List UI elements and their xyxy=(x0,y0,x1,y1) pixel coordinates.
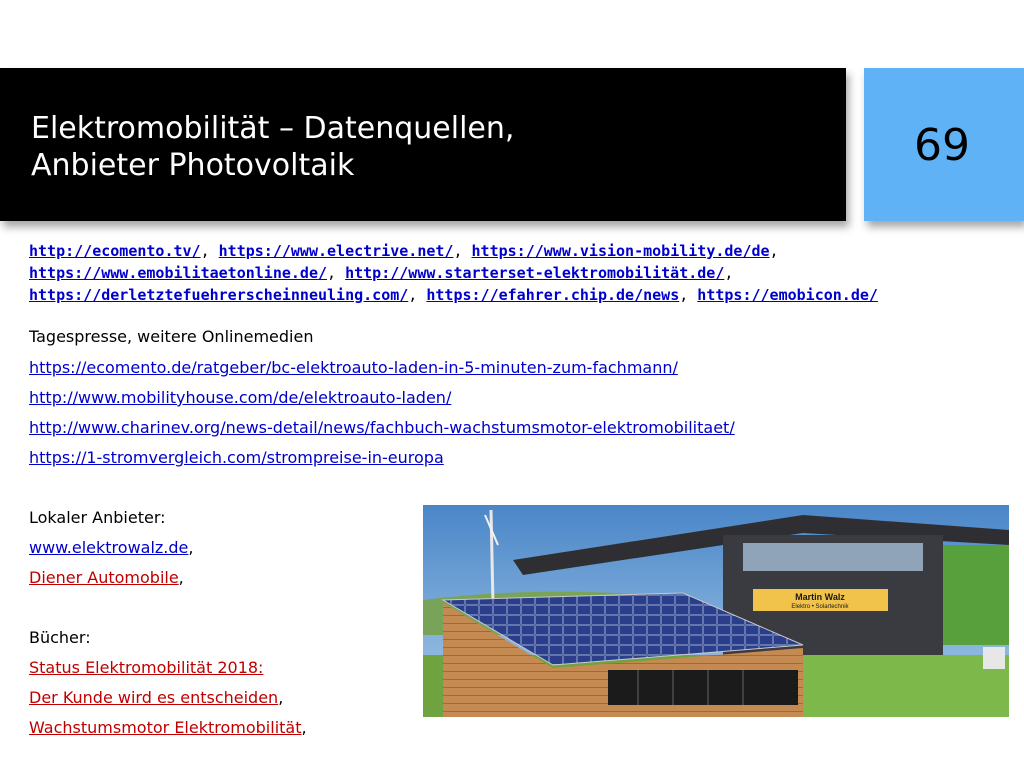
comma: , xyxy=(178,568,184,587)
section-presse-heading: Tagespresse, weitere Onlinemedien xyxy=(29,327,314,346)
comma: , xyxy=(679,286,689,304)
slide-title-line1: Elektromobilität – Datenquellen, xyxy=(31,111,515,146)
link-emobilitaetonline[interactable]: https://www.emobilitaetonline.de/ xyxy=(29,264,328,282)
link-derletztefuehrerscheinneuling[interactable]: https://derletztefuehrerscheinneuling.com/ xyxy=(29,286,409,304)
section-lokal-heading: Lokaler Anbieter: xyxy=(29,508,166,527)
link-stromvergleich[interactable]: https://1-stromvergleich.com/strompreise-in-europa xyxy=(29,448,444,467)
link-efahrer[interactable]: https://efahrer.chip.de/news xyxy=(426,286,680,304)
comma: , xyxy=(408,286,418,304)
comma: , xyxy=(200,242,210,260)
link-ecomento-ratgeber[interactable]: https://ecomento.de/ratgeber/bc-elektroauto-laden-in-5-minuten-zum-fachmann/ xyxy=(29,358,678,377)
solar-building-photo xyxy=(423,505,1009,717)
presse-link-1 xyxy=(29,358,678,377)
top-links-line3 xyxy=(29,284,989,306)
top-links-line1 xyxy=(29,240,989,262)
link-vision-mobility[interactable]: https://www.vision-mobility.de/de xyxy=(471,242,770,260)
lokal-item-1 xyxy=(29,538,193,557)
buch-item-2 xyxy=(29,688,283,707)
link-kunde-entscheiden[interactable]: Der Kunde wird es entscheiden xyxy=(29,688,279,707)
top-links-block xyxy=(29,240,989,306)
section-buecher-heading: Bücher: xyxy=(29,628,91,647)
buch-item-1 xyxy=(29,658,263,677)
link-mobilityhouse[interactable]: http://www.mobilityhouse.com/de/elektroauto-laden/ xyxy=(29,388,452,407)
comma: , xyxy=(188,538,194,557)
comma: , xyxy=(724,264,734,282)
buch-item-3 xyxy=(29,718,307,737)
slide-number-box xyxy=(864,68,1024,221)
slide-title-line2: Anbieter Photovoltaik xyxy=(31,148,355,183)
presse-link-3 xyxy=(29,418,735,437)
solar-building-illustration xyxy=(423,505,1009,717)
lokal-item-2 xyxy=(29,568,184,587)
link-charinev[interactable]: http://www.charinev.org/news-detail/news/fachbuch-wachstumsmotor-elektromobilitaet/ xyxy=(29,418,735,437)
top-links-paragraph xyxy=(29,240,989,306)
comma: , xyxy=(301,718,307,737)
link-emobicon[interactable]: https://emobicon.de/ xyxy=(697,286,878,304)
link-diener-automobile[interactable]: Diener Automobile xyxy=(29,568,179,587)
link-ecomento-tv[interactable]: http://ecomento.tv/ xyxy=(29,242,201,260)
comma: , xyxy=(278,688,284,707)
comma: , xyxy=(769,242,779,260)
comma: , xyxy=(453,242,463,260)
link-starterset[interactable]: http://www.starterset-elektromobilität.de/ xyxy=(345,264,725,282)
link-status-elektromobilitaet[interactable]: Status Elektromobilität 2018: xyxy=(29,658,264,677)
slide-title xyxy=(31,110,514,184)
shop-sign-text: Martin Walz xyxy=(795,592,845,602)
comma: , xyxy=(327,264,337,282)
link-elektrowalz[interactable]: www.elektrowalz.de xyxy=(29,538,189,557)
link-wachstumsmotor[interactable]: Wachstumsmotor Elektromobilität xyxy=(29,718,302,737)
presse-link-2 xyxy=(29,388,451,407)
slide-number: 69 xyxy=(914,120,970,171)
title-bar xyxy=(0,68,846,221)
presse-link-4 xyxy=(29,448,444,467)
top-links-line2 xyxy=(29,262,989,284)
link-electrive[interactable]: https://www.electrive.net/ xyxy=(218,242,454,260)
shop-sign-subtext: Elektro • Solartechnik xyxy=(791,604,849,610)
